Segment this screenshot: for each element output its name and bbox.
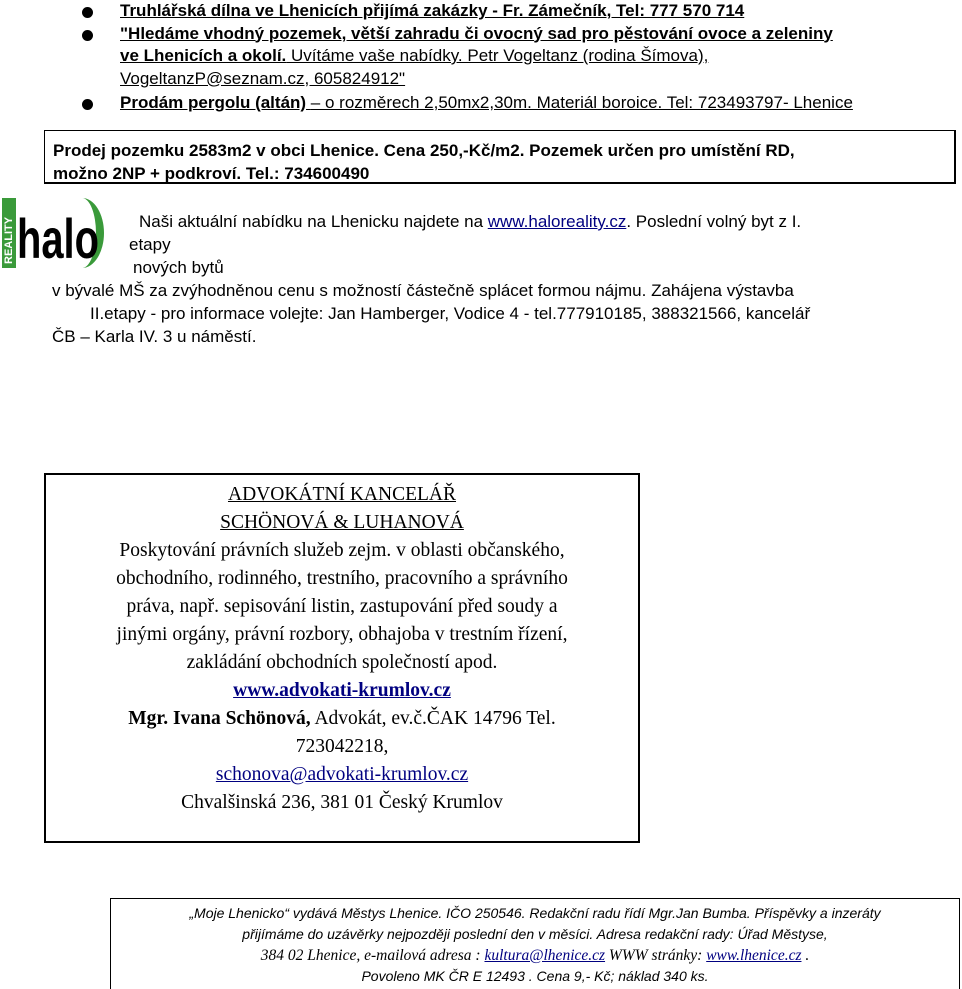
- bullet-icon: [82, 99, 93, 110]
- law-office-title: ADVOKÁTNÍ KANCELÁŘ: [227, 484, 457, 505]
- bullet-icon: [82, 7, 93, 18]
- law-office-desc-5: zakládání obchodních společností apod.: [186, 652, 498, 673]
- wanted-land-ad-line2a: ve Lhenicích a okolí.: [120, 46, 287, 65]
- pergola-ad-detail: – o rozměrech 2,50mx2,30m. Materiál boroice. Tel: 723493797- Lhenice: [310, 93, 853, 112]
- list-item: [82, 23, 962, 91]
- halo-line4: v bývalé MŠ za zvýhodněnou cenu s možností částečně splácet formou nájmu. Zahájena výstavba: [52, 281, 794, 300]
- law-office-address: Chvalšinská 236, 381 01 Český Krumlov: [181, 792, 503, 813]
- halo-line1: Naši aktuální nabídku na Lhenicku najdete na www.haloreality.cz. Poslední volný byt z I.: [139, 212, 802, 231]
- footer-line4: Povoleno MK ČR E 12493 . Cena 9,- Kč; náklad 340 ks.: [361, 968, 709, 984]
- land-sale-box: [44, 130, 956, 184]
- halo-reality-logo: [2, 194, 110, 272]
- newsletter-footer: [110, 898, 960, 989]
- law-office-box: [44, 473, 640, 843]
- law-office-desc-2: obchodního, rodinného, trestního, pracovního a správního: [116, 568, 568, 589]
- wanted-land-ad-line2b: Uvítáme vaše nabídky. Petr Vogeltanz (rodina Šímova),: [286, 46, 709, 65]
- halo-line6: ČB – Karla IV. 3 u náměstí.: [52, 327, 257, 346]
- footer-line3: 384 02 Lhenice, e-mailová adresa : kultura@lhenice.cz WWW stránky: www.lhenice.cz .: [260, 947, 810, 964]
- halo-line2: etapy: [129, 235, 171, 254]
- law-office-names: SCHÖNOVÁ & LUHANOVÁ: [220, 512, 464, 533]
- svg-text:REALITY: REALITY: [3, 216, 15, 264]
- land-sale-line1: Prodej pozemku 2583m2 v obci Lhenice. Cena 250,-Kč/m2. Pozemek určen pro umístění RD,: [53, 141, 795, 160]
- footer-email-link[interactable]: kultura@lhenice.cz: [484, 947, 606, 964]
- law-office-contact: Mgr. Ivana Schönová, Advokát, ev.č.ČAK 14796 Tel.: [128, 708, 556, 729]
- haloreality-link[interactable]: www.haloreality.cz: [487, 212, 627, 231]
- halo-line5: II.etapy - pro informace volejte: Jan Hamberger, Vodice 4 - tel.777910185, 388321566, kancelář: [90, 304, 811, 323]
- law-office-phone: 723042218,: [295, 736, 389, 757]
- pergola-ad-title: Prodám pergolu (altán): [120, 93, 311, 112]
- svg-text:halo: halo: [17, 207, 99, 270]
- land-sale-line2: možno 2NP + podkroví. Tel.: 734600490: [53, 164, 370, 183]
- law-office-web-link[interactable]: www.advokati-krumlov.cz: [233, 680, 451, 701]
- law-office-desc-4: jinými orgány, právní rozbory, obhajoba v trestním řízení,: [116, 624, 568, 645]
- law-office-desc-1: Poskytování právních služeb zejm. v oblasti občanského,: [119, 540, 565, 561]
- footer-line1: „Moje Lhenicko“ vydává Městys Lhenice. IČO 250546. Redakční radu řídí Mgr.Jan Bumba. Příspěvky a inzeráty: [189, 905, 881, 921]
- footer-line2: přijímáme do uzávěrky nejpozději poslední den v měsíci. Adresa redakční rady: Úřad Městyse,: [242, 926, 828, 942]
- list-item: [82, 92, 962, 115]
- law-office-desc-3: práva, např. sepisování listin, zastupování před soudy a: [126, 596, 558, 617]
- halo-line3: nových bytů: [133, 258, 224, 277]
- wanted-land-ad-line1: "Hledáme vhodný pozemek, větší zahradu či ovocný sad pro pěstování ovoce a zeleniny: [120, 23, 833, 43]
- wanted-land-ad-contact: VogeltanzP@seznam.cz, 605824912": [120, 68, 406, 88]
- law-office-email-link[interactable]: schonova@advokati-krumlov.cz: [215, 764, 469, 785]
- bullet-icon: [82, 30, 93, 41]
- footer-web-link[interactable]: www.lhenice.cz: [706, 947, 802, 964]
- halo-logo-icon: [2, 194, 110, 272]
- carpentry-ad: Truhlářská dílna ve Lhenicích přijímá zakázky - Fr. Zámečník, Tel: 777 570 714: [120, 1, 745, 20]
- list-item: [82, 0, 962, 23]
- bullet-list: [82, 0, 962, 115]
